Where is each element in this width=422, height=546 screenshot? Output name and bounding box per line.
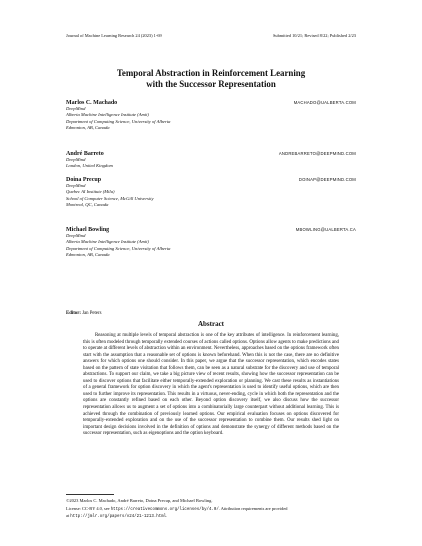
- author-affiliation: [66, 183, 356, 209]
- title-line-2: with the Successor Representation: [146, 79, 276, 89]
- license-notice: [66, 506, 358, 520]
- author-block-machado: [66, 100, 356, 132]
- affiliation-line: DeepMind: [66, 157, 86, 162]
- author-block-precup: [66, 177, 356, 209]
- submission-dates: Submitted 10/21; Revised 8/22; Published 2/23: [272, 33, 356, 38]
- affiliation-line: London, United Kingdom: [66, 163, 113, 169]
- affiliation-line: DeepMind: [66, 233, 86, 238]
- affiliation-line: DeepMind: [66, 183, 86, 188]
- affiliation-line: Department of Computing Science, University of Alberta: [66, 245, 171, 251]
- author-email[interactable]: DOINAP@DEEPMIND.COM: [298, 177, 356, 182]
- attribution-prefix: at: [66, 513, 71, 518]
- author-email[interactable]: ANDREBARRETO@DEEPMIND.COM: [278, 151, 356, 156]
- author-affiliation: [66, 157, 356, 170]
- attribution-link[interactable]: http://jmlr.org/papers/v24/21-1213.html: [70, 515, 167, 519]
- editor-line: [66, 311, 101, 316]
- attribution-suffix: .: [166, 513, 168, 518]
- abstract-text: Reasoning at multiple levels of temporal abstraction is one of the key attributes of intelligence. In reinforcement learning, this is often modeled through temporally extended courses of actions called options. Options allow agents to make predictions and to operate at different levels of abstraction within an environment. Nevertheless, approaches based on the options framework often start with the assumption that a reasonable set of options is known beforehand. When this is not the case, there are no definitive answers for which options one should consider. In this paper, we argue that the successor representation, which encodes states based on the pattern of state visitation that follows them, can be seen as a natural substrate for the discovery and use of temporal abstractions. To support our claim, we take a big picture view of recent results, showing how the successor representation can be used to discover options that facilitate either temporally-extended exploration or planning. We cast these results as instantiations of a general framework for option discovery in which the agent's representation is used to identify useful options, which are then used to further improve its representation. This results in a virtuous, never-ending, cycle in which both the representation and the options are constantly refined based on each other. Beyond option discovery itself, we also discuss how the successor representation allows us to augment a set of options into a combinatorially large counterpart without additional learning. This is achieved through the combination of previously learned options. Our empirical evaluation focuses on options discovered for temporally-extended exploration and on the use of the successor representation to combine them. Our results shed light on important design decisions involved in the definition of options and demonstrate the synergy of different methods based on the successor representation, such as eigenoptions and the option keyboard.: [83, 333, 339, 437]
- affiliation-line: Alberta Machine Intelligence Institute (Amii): [66, 239, 149, 245]
- author-email[interactable]: MBOWLING@UALBERTA.CA: [295, 227, 356, 232]
- affiliation-line: Edmonton, AB, Canada: [66, 252, 110, 258]
- affiliation-line: Alberta Machine Intelligence Institute (Amii): [66, 112, 149, 118]
- author-block-bowling: [66, 227, 356, 259]
- paper-title: [66, 68, 356, 90]
- license-prefix: License: CC-BY 4.0, see: [66, 506, 111, 511]
- abstract-heading: Abstract: [197, 320, 225, 328]
- journal-citation: Journal of Machine Learning Research 24 (2023) 1-69: [66, 33, 162, 38]
- affiliation-line: Edmonton, AB, Canada: [66, 125, 110, 131]
- affiliation-line: DeepMind: [66, 106, 86, 111]
- copyright-notice: ©2023 Marlos C. Machado, André Barreto, Doina Precup, and Michael Bowling.: [66, 498, 213, 503]
- author-name: Marlos C. Machado: [66, 100, 118, 106]
- footnote-rule: [66, 494, 114, 495]
- author-name: Doina Precup: [66, 177, 102, 183]
- author-name: Michael Bowling: [66, 227, 110, 233]
- title-line-1: Temporal Abstraction in Reinforcement Learning: [116, 68, 306, 78]
- affiliation-line: School of Computer Science, McGill University: [66, 195, 154, 201]
- license-suffix: . Attribution requirements are provided: [218, 506, 288, 511]
- running-header: [66, 33, 356, 38]
- affiliation-line: Montreal, QC, Canada: [66, 202, 109, 208]
- affiliation-line: Quebec AI Institute (Mila): [66, 189, 115, 195]
- author-email[interactable]: MACHADO@UALBERTA.COM: [293, 100, 356, 105]
- author-affiliation: [66, 233, 356, 259]
- license-link[interactable]: https://creativecommons.org/licenses/by/4.0/: [110, 508, 219, 512]
- editor-name: Jan Peters: [82, 311, 102, 316]
- author-name: André Barreto: [66, 151, 104, 157]
- author-affiliation: [66, 106, 356, 132]
- author-block-barreto: [66, 151, 356, 170]
- affiliation-line: Department of Computing Science, University of Alberta: [66, 118, 171, 124]
- editor-label: Editor:: [66, 311, 81, 316]
